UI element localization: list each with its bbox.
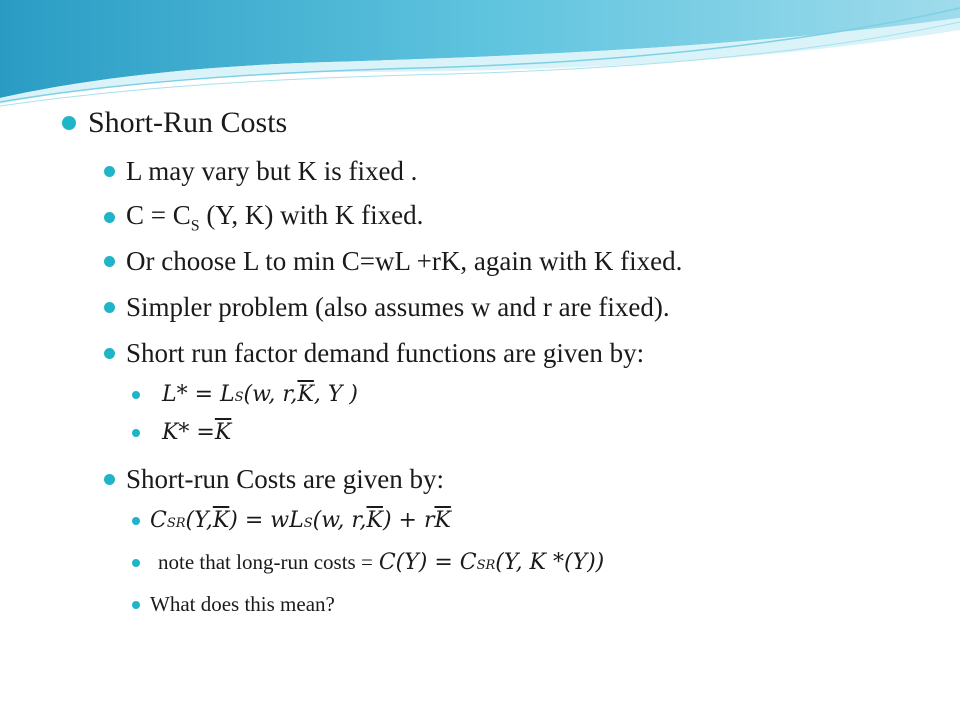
bullet-dot xyxy=(132,429,140,437)
equation-item xyxy=(132,508,451,533)
bullet-text: L may vary but K is fixed . xyxy=(126,156,418,186)
bullet-dot xyxy=(132,559,140,567)
bullet-item xyxy=(104,200,423,235)
bullet-text: Or choose L to min C=wL +rK, again with K fixed. xyxy=(126,246,683,276)
bullet-item xyxy=(104,338,644,369)
note-item xyxy=(132,550,604,575)
slide-title: Short-Run Costs xyxy=(88,106,288,139)
equation-factor-demand-K: K* = $\overline{K}$ xyxy=(162,420,232,445)
bullet-item xyxy=(104,464,444,495)
bullet-dot xyxy=(104,212,115,223)
bullet-dot xyxy=(104,474,115,485)
bullet-dot xyxy=(132,391,140,399)
equation-item xyxy=(132,420,231,445)
bullet-dot xyxy=(132,517,140,525)
bullet-text: Simpler problem (also assumes w and r are fixed). xyxy=(126,292,670,322)
bullet-item xyxy=(132,592,335,617)
equation-long-run-cost: C(Y) = C SR (Y, K *(Y)) xyxy=(378,550,605,575)
equation-item xyxy=(132,382,358,407)
bullet-item xyxy=(104,292,670,323)
bullet-dot xyxy=(104,348,115,359)
bullet-item xyxy=(104,246,682,277)
question-text: What does this mean? xyxy=(150,592,335,616)
bullet-dot xyxy=(62,116,76,130)
bullet-dot xyxy=(104,256,115,267)
equation-short-run-cost: C SR (Y, $\overline{K}$ ) = wL S (w, r, $\overline{K}$ ) + r $\overline{K}$ xyxy=(150,508,451,533)
bullet-dot xyxy=(132,601,140,609)
bullet-dot xyxy=(104,166,115,177)
bullet-item xyxy=(104,156,417,187)
bullet-text: Short run factor demand functions are given by: xyxy=(126,338,645,368)
bullet-dot xyxy=(104,302,115,313)
bullet-text: $C = C_S$ (Y, K) with K fixed. xyxy=(126,200,424,235)
equation-factor-demand-L: L* = L S (w, r, $\overline{K}$ , Y ) xyxy=(162,382,358,407)
bullet-text: Short-run Costs are given by: xyxy=(126,464,444,494)
title-bullet xyxy=(62,106,287,140)
note-text: note that long-run costs = xyxy=(158,550,373,574)
